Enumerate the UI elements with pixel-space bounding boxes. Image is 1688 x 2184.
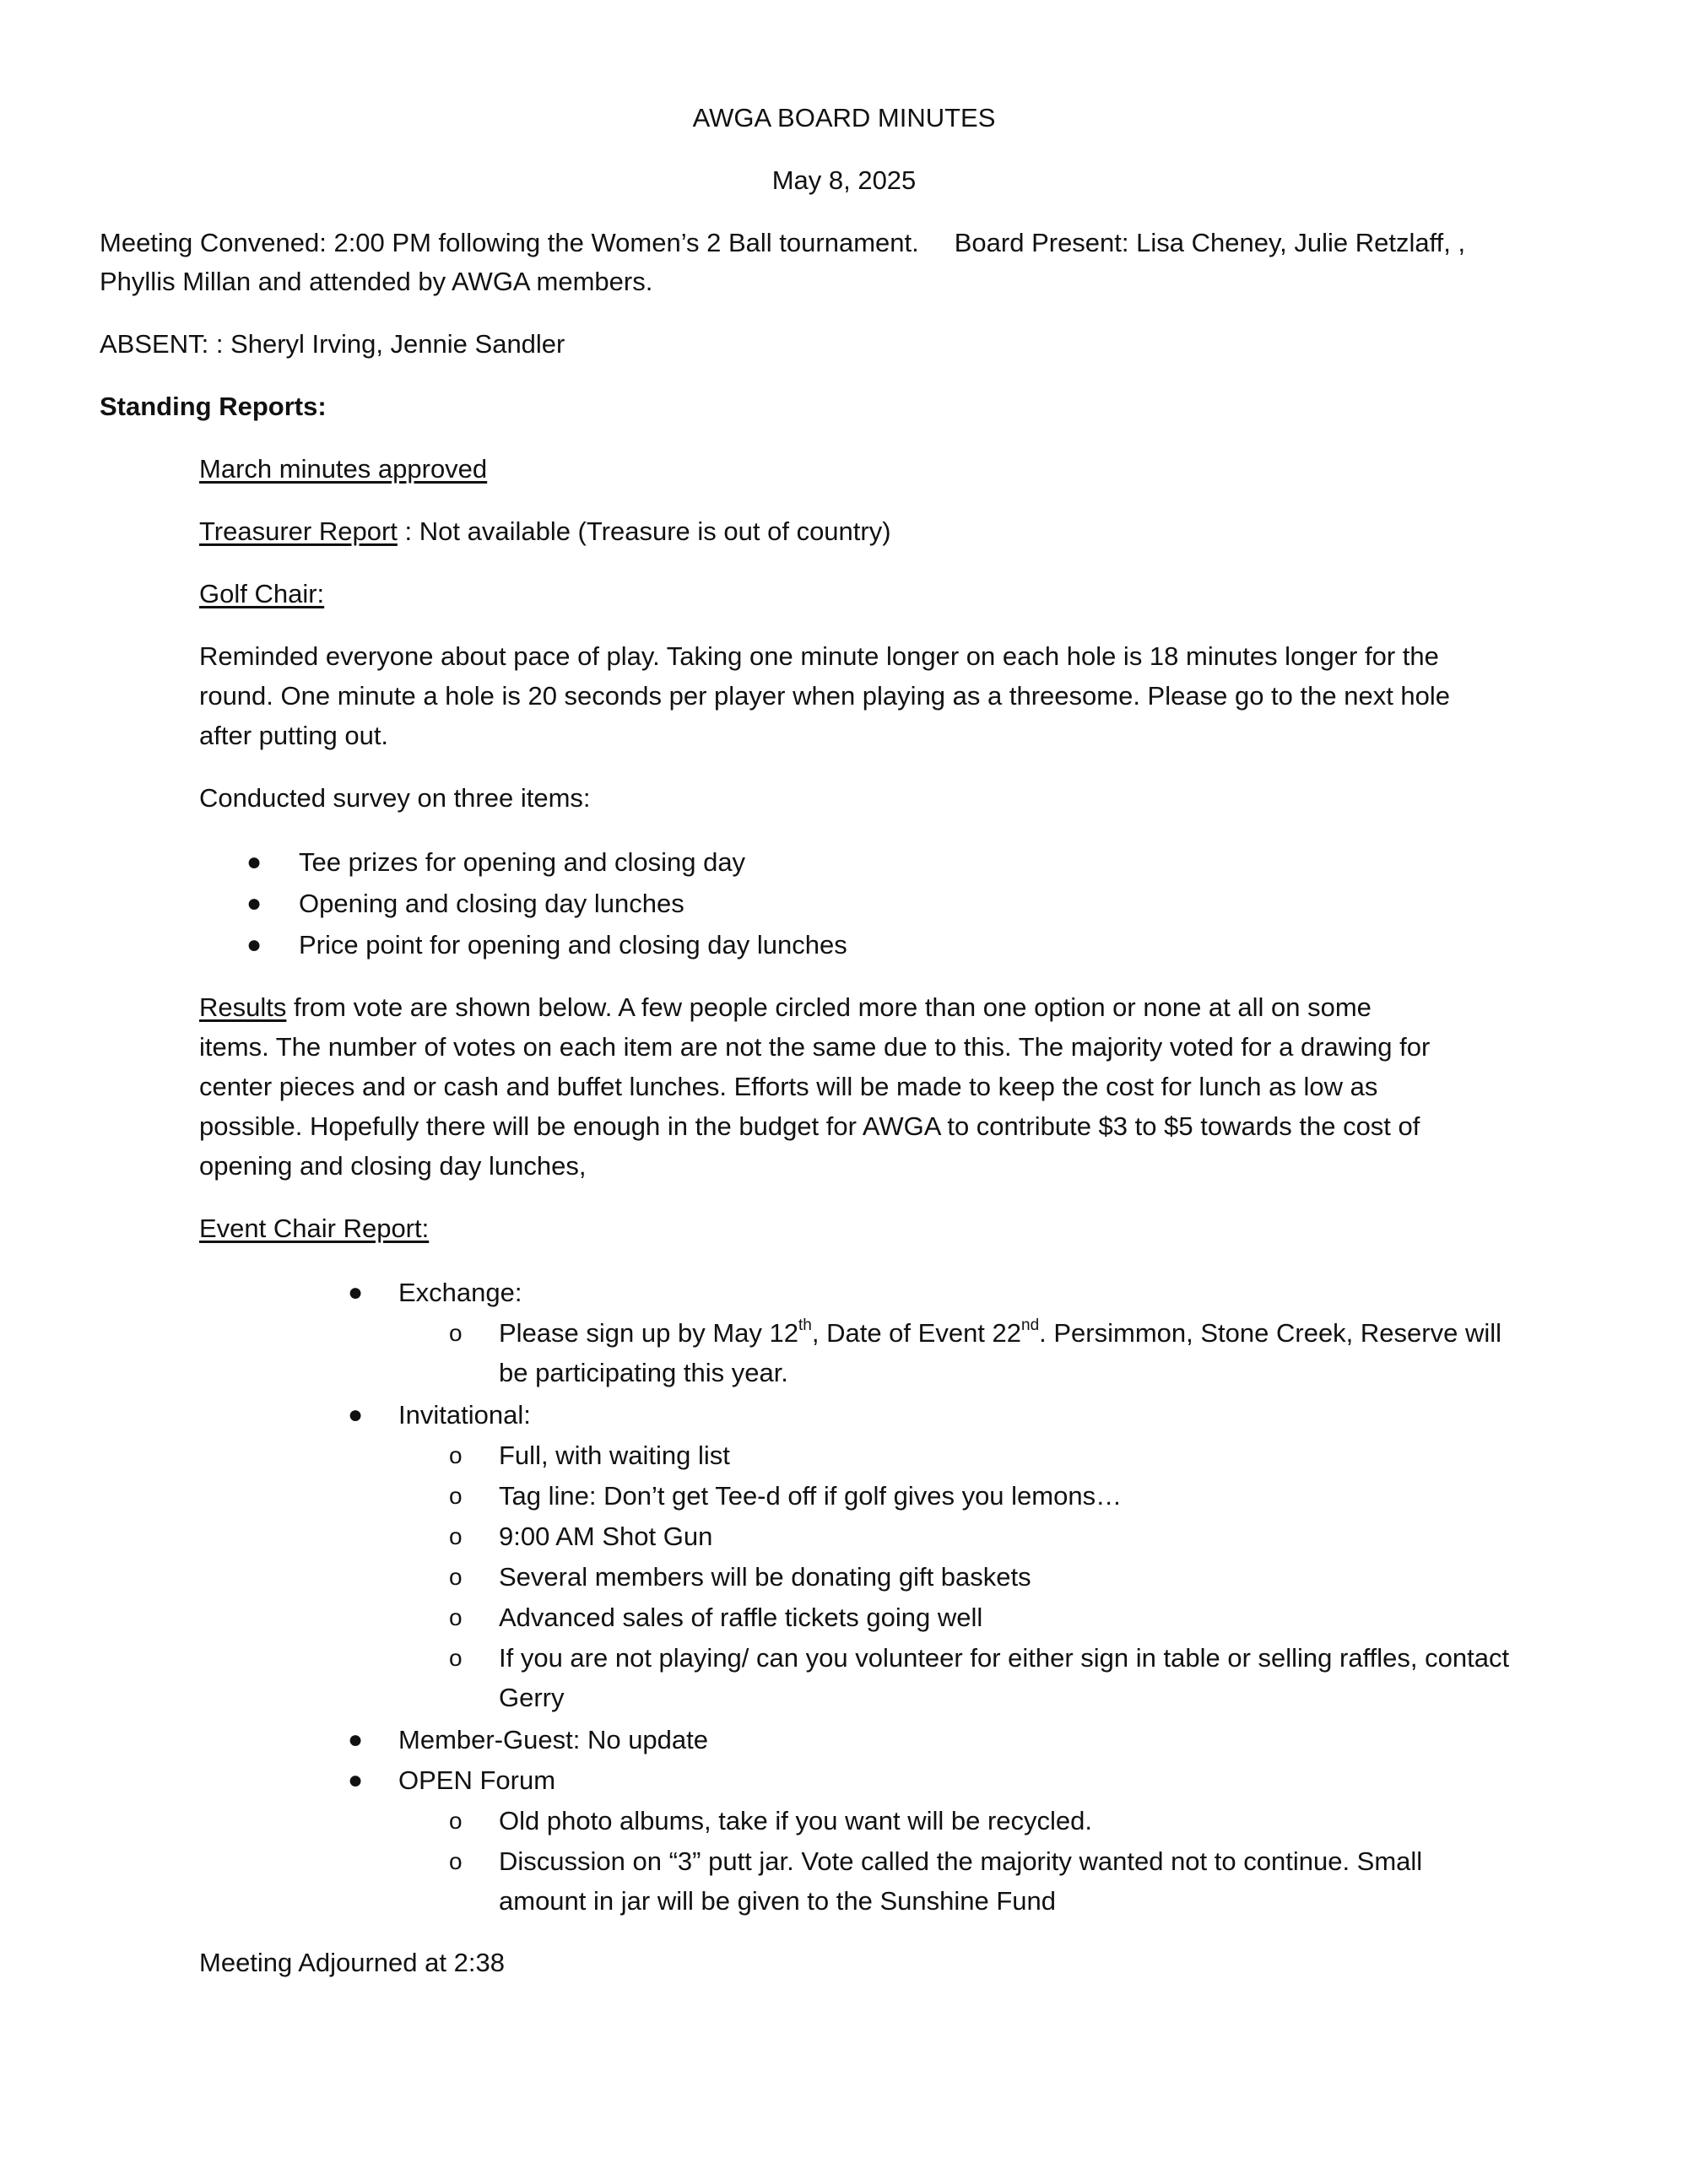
bullet-icon: ● [348,1766,364,1794]
golf-chair-label: Golf Chair: [199,579,325,608]
exchange-title: Exchange: [398,1278,522,1307]
results-paragraph-line: items. The number of votes on each item are not the same due to this. The majority voted for a drawing for [199,1032,1431,1062]
circle-bullet-icon: o [449,1442,463,1468]
convened-text: Meeting Convened: 2:00 PM following the Women’s 2 Ball tournament. [100,228,919,257]
invitational-item: Advanced sales of raffle tickets going well [499,1603,983,1632]
superscript-th: th [798,1316,812,1334]
invitational-item: Several members will be donating gift baskets [499,1562,1031,1592]
survey-item: Opening and closing day lunches [299,889,684,918]
results-label: Results [199,992,287,1022]
bullet-icon: ● [246,889,262,917]
survey-item: Price point for opening and closing day lunches [299,930,847,960]
treasurer-text: : Not available (Treasure is out of country) [397,516,891,546]
circle-bullet-icon: o [449,1604,463,1630]
results-paragraph-line: possible. Hopefully there will be enough in the budget for AWGA to contribute $3 to $5 towards the cost of [199,1111,1420,1141]
bullet-icon: ● [348,1726,364,1754]
bullet-icon: ● [246,848,262,876]
results-paragraph-first-line [199,991,1372,1024]
circle-bullet-icon: o [449,1564,463,1590]
invitational-title: Invitational: [398,1400,531,1430]
bullet-icon: ● [348,1279,364,1306]
member-guest: Member-Guest: No update [398,1725,709,1754]
exchange-signup-continued: be participating this year. [499,1358,788,1387]
event-chair-label: Event Chair Report: [199,1214,430,1243]
treasurer-report [199,515,891,549]
invitational-volunteer-continued: Gerry [499,1683,565,1712]
superscript-nd: nd [1021,1316,1040,1334]
document-title: AWGA BOARD MINUTES [692,103,996,132]
minutes-approved: March minutes approved [199,454,488,484]
absent-members: ABSENT: : Sheryl Irving, Jennie Sandler [100,329,565,359]
invitational-item: Tag line: Don’t get Tee-d off if golf gives you lemons… [499,1481,1123,1511]
bullet-icon: ● [348,1401,364,1429]
results-text: from vote are shown below. A few people circled more than one option or none at all on some [286,992,1372,1022]
meeting-date: May 8, 2025 [771,165,917,195]
meeting-convened-continued: Phyllis Millan and attended by AWGA members. [100,267,653,296]
bullet-icon: ● [246,931,262,959]
exchange-participants: . Persimmon, Stone Creek, Reserve will [1039,1318,1501,1348]
open-forum-item: Discussion on “3” putt jar. Vote called the majority wanted not to continue. Small [499,1846,1423,1876]
treasurer-label: Treasurer Report [199,516,398,546]
invitational-item: 9:00 AM Shot Gun [499,1522,713,1551]
golf-paragraph-line: after putting out. [199,721,389,750]
circle-bullet-icon: o [449,1808,463,1834]
open-forum-item-continued: amount in jar will be given to the Sunshine Fund [499,1886,1057,1916]
circle-bullet-icon: o [449,1645,463,1671]
meeting-convened [100,226,1465,260]
standing-reports-heading: Standing Reports: [100,392,327,421]
results-paragraph-line: opening and closing day lunches, [199,1151,587,1181]
survey-item: Tee prizes for opening and closing day [299,847,746,877]
invitational-item: Full, with waiting list [499,1441,730,1470]
golf-paragraph-line: Reminded everyone about pace of play. Taking one minute longer on each hole is 18 minutes longer for the [199,641,1439,671]
circle-bullet-icon: o [449,1523,463,1549]
circle-bullet-icon: o [449,1320,463,1346]
board-present-text: Board Present: Lisa Cheney, Julie Retzlaff, , [954,228,1466,257]
circle-bullet-icon: o [449,1848,463,1874]
open-forum-title: OPEN Forum [398,1765,556,1795]
open-forum-item: Old photo albums, take if you want will be recycled. [499,1806,1093,1835]
survey-intro: Conducted survey on three items: [199,783,591,813]
golf-paragraph-line: round. One minute a hole is 20 seconds per player when playing as a threesome. Please go to the next hole [199,681,1451,711]
exchange-event-date: , Date of Event 22 [811,1318,1022,1348]
circle-bullet-icon: o [449,1483,463,1509]
results-paragraph-line: center pieces and or cash and buffet lunches. Efforts will be made to keep the cost for lunch as low as [199,1072,1378,1101]
exchange-signup-text: Please sign up by May 12 [499,1318,798,1348]
meeting-adjourned: Meeting Adjourned at 2:38 [199,1948,505,1977]
exchange-signup [499,1316,1501,1350]
invitational-volunteer: If you are not playing/ can you volunteer for either sign in table or selling raffles, contact [499,1643,1510,1673]
